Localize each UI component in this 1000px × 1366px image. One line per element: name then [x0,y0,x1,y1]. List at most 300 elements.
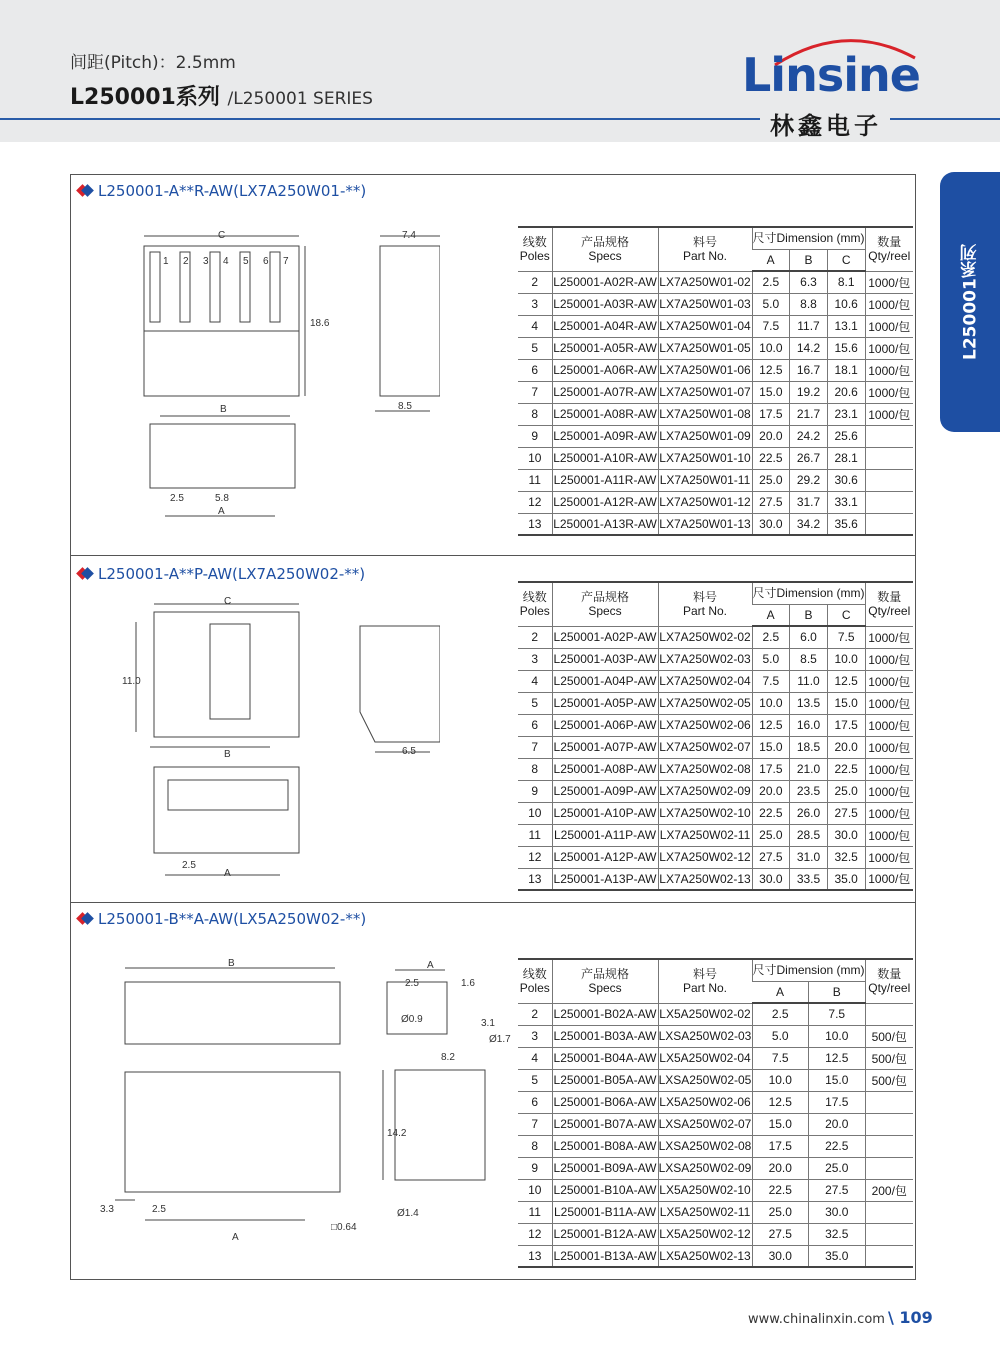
table-header-row [518,227,913,249]
table-cell: 30.0 [809,1201,866,1223]
table-cell: LXSA250W02-03 [658,1025,752,1047]
col-dim-c: C [827,249,865,271]
table-cell: L250001-A09P-AW [552,780,658,802]
table-cell [865,491,913,513]
table-cell: 33.1 [827,491,865,513]
table-cell: L250001-B11A-AW [552,1201,658,1223]
section-divider-1 [70,555,916,556]
brand-logo-cn: 林鑫电子 [770,112,882,140]
table-cell: 1000/包 [865,780,913,802]
pin-label: 7 [283,256,289,267]
table-row [518,425,913,447]
table-cell: 35.0 [827,868,865,890]
table-cell: 8.8 [790,293,828,315]
table-cell: LX7A250W01-07 [658,381,752,403]
col-dim-a: A [752,604,790,626]
table-cell: 1000/包 [865,868,913,890]
table-cell: LX7A250W02-02 [658,626,752,648]
table-cell: 1000/包 [865,846,913,868]
table-cell: 7.5 [752,1047,809,1069]
dim-label-w2: 6.5 [402,746,416,757]
table-row [518,626,913,648]
col-poles: 线数 Poles [518,582,552,626]
col-dim-a: A [752,981,809,1003]
dim-label-a: A [224,868,231,879]
table-cell: 11 [518,1201,552,1223]
table-cell: 6 [518,1091,552,1113]
table-cell: 12 [518,491,552,513]
table-cell: 10 [518,1179,552,1201]
table-cell: LX5A250W02-06 [658,1091,752,1113]
table-body [518,271,913,535]
table-cell: 32.5 [827,846,865,868]
table-cell: 11.7 [790,315,828,337]
table-cell [865,1157,913,1179]
section-title-text: L250001-B**A-AW(LX5A250W02-**) [98,910,367,928]
col-poles: 线数 Poles [518,959,552,1003]
spec-table-3 [518,958,913,1268]
dim-label-d3: Ø0.9 [401,1014,423,1025]
table-cell: L250001-A10R-AW [552,447,658,469]
table-row [518,1025,913,1047]
table-cell: L250001-B12A-AW [552,1223,658,1245]
table-cell: 25.0 [752,1201,809,1223]
table-cell: LX7A250W02-04 [658,670,752,692]
table-cell: LX5A250W02-12 [658,1223,752,1245]
table-cell: LX7A250W02-13 [658,868,752,890]
dim-label-d4: Ø1.7 [489,1034,511,1045]
table-row [518,846,913,868]
table-cell: 2.5 [752,1003,809,1025]
table-cell: 30.0 [827,824,865,846]
col-part-no: 料号 Part No. [658,959,752,1003]
spec-table-1 [518,226,913,536]
table-cell: 10.0 [809,1025,866,1047]
table-cell: L250001-B08A-AW [552,1135,658,1157]
table-cell: 2 [518,1003,552,1025]
table-cell: 4 [518,670,552,692]
table-cell: 3 [518,1025,552,1047]
table-cell [865,447,913,469]
table-cell: 13.1 [827,315,865,337]
dim-label-h: 11.0 [122,676,141,687]
table-cell: 25.0 [752,469,790,491]
table-cell: 30.0 [752,513,790,535]
table-cell: LX5A250W02-10 [658,1179,752,1201]
table-cell: 1000/包 [865,403,913,425]
table-cell: 5 [518,692,552,714]
table-cell: L250001-A02R-AW [552,271,658,293]
table-cell: LX7A250W02-12 [658,846,752,868]
diamond-bullet-icon [78,912,92,926]
dim-label-p2: 5.8 [215,493,229,504]
table-cell [865,1245,913,1267]
table-cell: 21.7 [790,403,828,425]
drawing-section-1 [120,226,440,526]
table-cell: 23.5 [790,780,828,802]
col-part-no: 料号 Part No. [658,582,752,626]
dim-label-d1: 1.6 [461,978,475,989]
table-row [518,1179,913,1201]
table-cell: 21.0 [790,758,828,780]
table-cell: 12.5 [827,670,865,692]
table-header-row [518,959,913,981]
table-cell [865,1113,913,1135]
section-title-3 [78,910,366,928]
table-cell: 1000/包 [865,824,913,846]
drawing-section-2 [120,592,440,882]
col-dim-b: B [790,249,828,271]
dim-label-b: B [224,749,231,760]
table-row [518,271,913,293]
table-cell: 20.0 [752,1157,809,1179]
col-dimension: 尺寸Dimension (mm) [752,959,865,981]
pin-label: 4 [223,256,229,267]
section-title-2 [78,565,365,583]
table-cell: 10 [518,447,552,469]
table-cell: L250001-B03A-AW [552,1025,658,1047]
table-cell: LX7A250W02-10 [658,802,752,824]
table-cell: L250001-A07R-AW [552,381,658,403]
table-row [518,758,913,780]
table-cell: 35.0 [809,1245,866,1267]
table-cell: 26.7 [790,447,828,469]
table-cell: 10.0 [752,337,790,359]
section-title-text: L250001-A**R-AW(LX7A250W01-**) [98,182,367,200]
table-cell: LXSA250W02-07 [658,1113,752,1135]
table-cell: 6.3 [790,271,828,293]
table-cell: 4 [518,315,552,337]
table-cell: 22.5 [827,758,865,780]
table-cell: LX7A250W01-06 [658,359,752,381]
table-cell: LX7A250W01-12 [658,491,752,513]
table-cell [865,1223,913,1245]
table-cell: L250001-A13P-AW [552,868,658,890]
table-row [518,1069,913,1091]
table-cell: 13 [518,868,552,890]
table-cell: L250001-A11P-AW [552,824,658,846]
table-cell [865,425,913,447]
table-cell: 5.0 [752,293,790,315]
table-row [518,692,913,714]
table-cell: 2 [518,626,552,648]
table-cell: L250001-A06R-AW [552,359,658,381]
table-cell: 5 [518,1069,552,1091]
header-rule-left [0,118,760,120]
series-title-sub: /L250001 SERIES [227,89,373,109]
table-cell: 1000/包 [865,626,913,648]
table-cell: LX7A250W02-07 [658,736,752,758]
table-cell: 17.5 [752,1135,809,1157]
dim-label-a2: A [427,960,434,971]
table-cell: 20.6 [827,381,865,403]
table-cell: LXSA250W02-05 [658,1069,752,1091]
header-rule-right [890,118,1000,120]
series-title-bold: L250001系列 [70,85,220,110]
table-cell: LX7A250W01-09 [658,425,752,447]
footer-page-number: \ 109 [888,1308,933,1327]
table-row [518,315,913,337]
table-row [518,293,913,315]
table-cell: LX7A250W02-09 [658,780,752,802]
table-cell: 15.0 [809,1069,866,1091]
pin-label: 2 [183,256,189,267]
table-row [518,447,913,469]
col-part-no: 料号 Part No. [658,227,752,271]
table-cell: 1000/包 [865,802,913,824]
table-cell: L250001-A09R-AW [552,425,658,447]
col-poles: 线数 Poles [518,227,552,271]
table-cell: L250001-A03P-AW [552,648,658,670]
table-cell: 15.0 [752,736,790,758]
table-row [518,714,913,736]
table-row [518,381,913,403]
table-cell: 12.5 [752,714,790,736]
table-cell: 12.5 [752,1091,809,1113]
dim-label-b: B [220,404,227,415]
table-cell: 18.1 [827,359,865,381]
table-cell: 2.5 [752,271,790,293]
table-cell: 8.5 [790,648,828,670]
table-cell: 1000/包 [865,714,913,736]
table-cell: 9 [518,1157,552,1179]
table-cell: 16.7 [790,359,828,381]
table-cell: L250001-A06P-AW [552,714,658,736]
table-cell: L250001-A07P-AW [552,736,658,758]
table-cell: 15.0 [752,1113,809,1135]
table-cell: 8.1 [827,271,865,293]
col-specs: 产品规格 Specs [552,959,658,1003]
table-cell: L250001-B07A-AW [552,1113,658,1135]
pitch-label: 间距(Pitch)：2.5mm [70,53,236,73]
table-cell: 500/包 [865,1047,913,1069]
drawing-section-3 [95,950,515,1250]
table-cell: L250001-B06A-AW [552,1091,658,1113]
dim-label-p2: 2.5 [405,978,419,989]
table-cell: 30.0 [752,1245,809,1267]
table-cell: 14.2 [790,337,828,359]
table-cell [865,469,913,491]
table-cell: 27.5 [752,1223,809,1245]
table-cell: 7 [518,736,552,758]
side-tab-label: L250001系列 [960,244,981,360]
brand-logo: Linsine [742,48,920,102]
table-cell: 9 [518,780,552,802]
dim-label-w: 8.2 [441,1052,455,1063]
footer-url: www.chinalinxin.com [748,1312,885,1327]
table-row [518,1003,913,1025]
diamond-bullet-icon [78,567,92,581]
col-dim-b: B [790,604,828,626]
table-cell: 6 [518,359,552,381]
table-cell: 12.5 [809,1047,866,1069]
table-row [518,359,913,381]
table-cell: 27.5 [827,802,865,824]
dim-label-w2: 8.5 [398,401,412,412]
table-header-row [518,582,913,604]
table-cell: 12 [518,1223,552,1245]
table-cell: 5.0 [752,1025,809,1047]
col-qty: 数量 Qty/reel [865,582,913,626]
table-cell: 7 [518,381,552,403]
table-cell: L250001-A10P-AW [552,802,658,824]
table-cell: L250001-A05R-AW [552,337,658,359]
table-cell: 8 [518,403,552,425]
table-row [518,1113,913,1135]
table-cell: 32.5 [809,1223,866,1245]
table-row [518,802,913,824]
table-row [518,491,913,513]
table-cell: L250001-B02A-AW [552,1003,658,1025]
table-cell: 7 [518,1113,552,1135]
table-cell: LX7A250W01-05 [658,337,752,359]
table-cell: 1000/包 [865,648,913,670]
table-cell: LX7A250W01-04 [658,315,752,337]
table-cell: 200/包 [865,1179,913,1201]
table-cell: 27.5 [752,491,790,513]
table-cell: 19.2 [790,381,828,403]
table-cell: 25.0 [827,780,865,802]
section-title-text: L250001-A**P-AW(LX7A250W02-**) [98,565,366,583]
table-cell: 12.5 [752,359,790,381]
table-cell: 12 [518,846,552,868]
table-row [518,780,913,802]
table-cell: 22.5 [809,1135,866,1157]
table-cell: LXSA250W02-08 [658,1135,752,1157]
table-cell: 500/包 [865,1069,913,1091]
table-cell: 11 [518,469,552,491]
table-cell: 22.5 [752,1179,809,1201]
table-cell: L250001-B05A-AW [552,1069,658,1091]
col-dim-a: A [752,249,790,271]
table-cell: 6 [518,714,552,736]
table-cell: 10 [518,802,552,824]
table-row [518,469,913,491]
section-title-1 [78,182,366,200]
table-cell: 24.2 [790,425,828,447]
table-cell: 1000/包 [865,271,913,293]
table-row [518,824,913,846]
table-cell: 1000/包 [865,381,913,403]
dim-label-dia: Ø1.4 [397,1208,419,1219]
table-row [518,403,913,425]
table-row [518,1135,913,1157]
pin-label: 3 [203,256,209,267]
table-cell: 20.0 [809,1113,866,1135]
table-cell: 1000/包 [865,293,913,315]
table-cell: 3 [518,648,552,670]
table-cell: 17.5 [827,714,865,736]
table-cell: 7.5 [752,315,790,337]
table-cell: LX7A250W01-10 [658,447,752,469]
table-cell: 1000/包 [865,736,913,758]
section-divider-2 [70,902,916,903]
series-title [70,80,373,111]
table-row [518,648,913,670]
table-cell: 26.0 [790,802,828,824]
table-cell: 15.0 [827,692,865,714]
col-dimension: 尺寸Dimension (mm) [752,227,865,249]
dim-label-h2: 3.3 [100,1204,114,1215]
table-cell: 17.5 [752,403,790,425]
table-cell: 10.0 [827,648,865,670]
dim-label-b: B [228,958,235,969]
table-cell: L250001-A02P-AW [552,626,658,648]
table-cell: 23.1 [827,403,865,425]
table-cell: 15.0 [752,381,790,403]
table-cell: LX7A250W01-13 [658,513,752,535]
table-cell: 10.0 [752,692,790,714]
table-row [518,513,913,535]
table-cell: 10.0 [752,1069,809,1091]
table-cell: 28.5 [790,824,828,846]
table-cell: 500/包 [865,1025,913,1047]
dim-label-p: 2.5 [152,1204,166,1215]
table-cell: L250001-B10A-AW [552,1179,658,1201]
table-cell: 8 [518,758,552,780]
table-cell: 7.5 [827,626,865,648]
table-cell: 10.6 [827,293,865,315]
table-cell [865,1135,913,1157]
col-dim-b: B [809,981,866,1003]
dim-label-c: C [224,596,232,607]
table-cell: LX7A250W02-11 [658,824,752,846]
spec-table-2 [518,581,913,891]
col-qty: 数量 Qty/reel [865,227,913,271]
table-cell: 2.5 [752,626,790,648]
table-cell: 5 [518,337,552,359]
table-cell: 20.0 [827,736,865,758]
table-row [518,670,913,692]
table-cell: 27.5 [752,846,790,868]
side-series-tab [940,172,1000,432]
table-cell: 16.0 [790,714,828,736]
table-cell: L250001-A04P-AW [552,670,658,692]
table-cell: 30.0 [752,868,790,890]
table-body [518,626,913,890]
table-cell: 22.5 [752,447,790,469]
table-row [518,736,913,758]
table-cell: L250001-A08P-AW [552,758,658,780]
dim-label-pin: □0.64 [331,1222,357,1233]
table-cell: L250001-B09A-AW [552,1157,658,1179]
table-cell: 4 [518,1047,552,1069]
pin-label: 1 [163,256,169,267]
diamond-bullet-icon [78,184,92,198]
col-dim-c: C [827,604,865,626]
table-cell: LX7A250W01-02 [658,271,752,293]
dim-label-w1: 7.4 [402,230,416,241]
table-cell: 13 [518,513,552,535]
table-cell: 8 [518,1135,552,1157]
table-cell: 1000/包 [865,337,913,359]
table-cell: LX7A250W02-05 [658,692,752,714]
table-cell: 29.2 [790,469,828,491]
table-cell: 30.6 [827,469,865,491]
table-cell: 17.5 [809,1091,866,1113]
table-row [518,868,913,890]
table-cell: 18.5 [790,736,828,758]
dim-label-p: 2.5 [182,860,196,871]
table-cell: 2 [518,271,552,293]
table-cell: LX5A250W02-04 [658,1047,752,1069]
table-cell [865,1091,913,1113]
table-cell: 1000/包 [865,359,913,381]
table-cell: LX7A250W02-08 [658,758,752,780]
table-cell: L250001-A08R-AW [552,403,658,425]
table-row [518,1223,913,1245]
table-row [518,1157,913,1179]
